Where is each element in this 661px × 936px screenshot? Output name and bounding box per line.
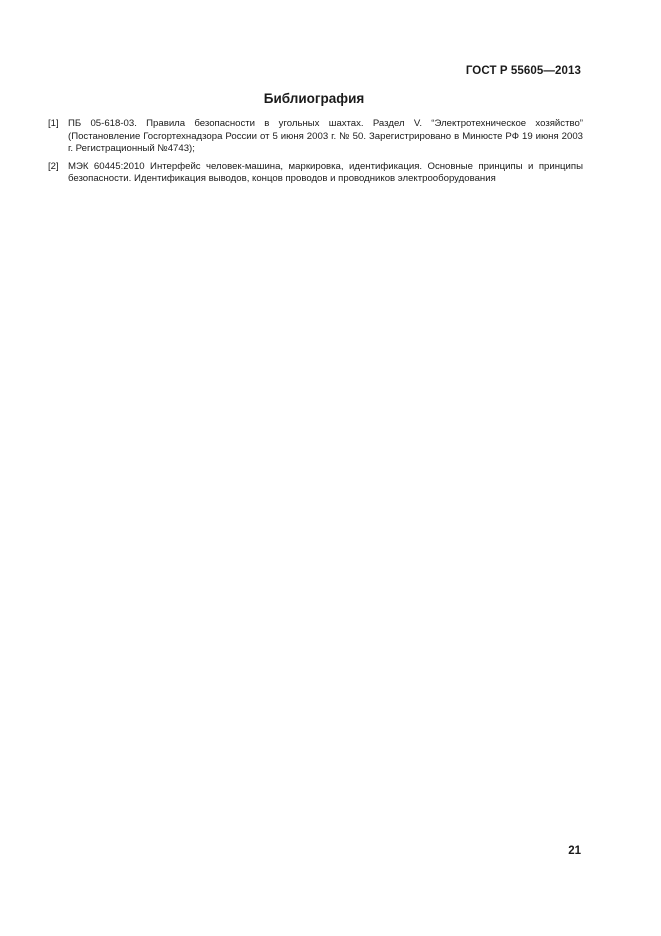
bibliography-entry-text: ПБ 05-618-03. Правила безопасности в угольных шахтах. Раздел V. “Электротехническое хозяйство” (Постановление Госгортехнадзора России от 5 июня 2003 г. № 50. Зарегистрировано в Минюсте РФ 19 июня 2003 г. Регистрационный №4743);: [68, 118, 583, 155]
page-number: 21: [568, 845, 581, 857]
bibliography-entry: [48, 161, 583, 186]
bibliography-entry-text: МЭК 60445:2010 Интерфейс человек-машина, маркировка, идентификация. Основные принципы и принципы безопасности. Идентификация выводов, концов проводов и проводников электрооборудования: [68, 160, 583, 185]
bibliography-entry-number: [1]: [48, 118, 59, 129]
bibliography-entry-number: [2]: [48, 160, 59, 172]
section-title: Библиография: [263, 91, 365, 106]
standard-code-header: ГОСТ Р 55605—2013: [465, 65, 581, 77]
bibliography-entry: [48, 118, 583, 156]
bibliography-list: [48, 118, 583, 191]
